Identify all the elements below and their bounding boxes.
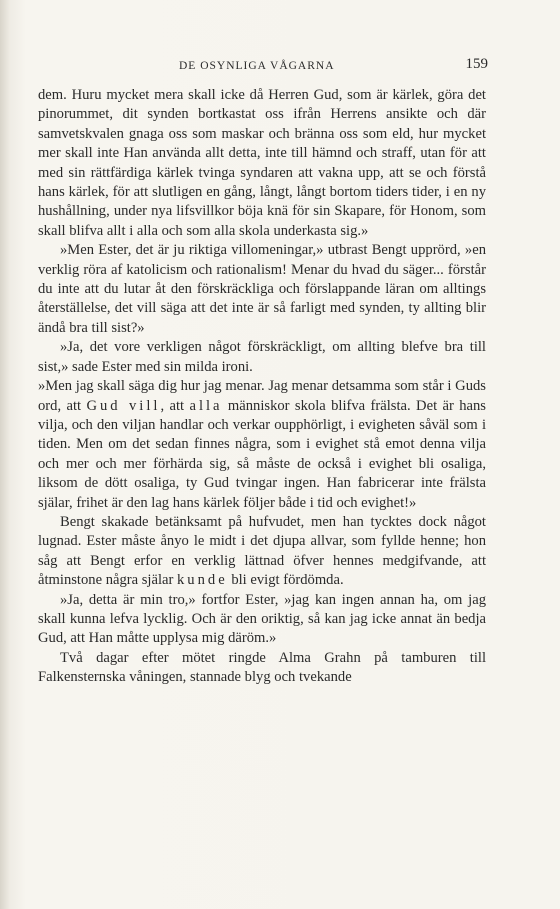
paragraph-text: dem. Huru mycket mera skall icke då Herren Gud, som är kärlek, göra det pinorummet, dit synden bortkastat oss ifrån Herrens ansikte och där samvetskvalen gnaga oss som maskar och bränna oss som eld, hur mycket mer skall inte Han använda allt detta, inte till hämnd och straff, utan för att med sin rättfärdiga kärlek tvinga syndaren att vakna upp, att se och förstå hans kärlek, för att slutligen en gång, långt, långt bortom tiders tider, i en ny hushållning, under nya lifsvillkor böja knä för sin Skapare, för Honom, som skall blifva allt i alla och som alla skola underkasta sig.»	[38, 87, 486, 239]
paragraph	[38, 338, 486, 377]
paragraph	[38, 86, 486, 241]
paragraph	[38, 591, 486, 649]
body-text	[38, 86, 486, 688]
running-header	[34, 56, 488, 76]
paragraph	[38, 377, 486, 513]
page-number: 159	[465, 56, 488, 72]
paragraph-text: Två dagar efter mötet ringde Alma Grahn på tamburen till Falkensternska våningen, stannade blyg och tvekande	[38, 649, 486, 686]
paragraph	[38, 513, 486, 591]
paragraph-text: bli evigt fördömda.	[227, 572, 344, 589]
running-title: DE OSYNLIGA VÅGARNA	[179, 60, 335, 72]
page-spine-shadow	[0, 0, 10, 909]
paragraph-text: Bengt skakade betänksamt på hufvudet, men han tycktes dock något lugnad. Ester måste ånyo le midt i det djupa allvar, som fyllde henne; hon såg att Bengt erfor en verklig lättnad öfver hennes medgifvande, att åtminstone några själar	[38, 513, 486, 589]
spaced-emphasis: Gud vill	[86, 397, 161, 414]
paragraph	[38, 241, 486, 338]
paragraph	[38, 649, 486, 688]
spaced-emphasis: alla	[189, 397, 223, 414]
paragraph-text: »Ja, det vore verkligen något förskräckligt, om allting blefve bra till sist,» sade Ester med sin milda ironi.	[38, 339, 486, 375]
paragraph-text: människor skola blifva frälsta. Det är hans vilja, och den viljan handlar och verkar oupphörligt, i evigheten såväl som i tiden. Men om det sedan finnes några, som i evighet stå emot denna vilja och mer och mer förhärda sig, så måste de också i evighet bli osaliga, liksom de dött osaliga, ty Gud tvingar ingen. Han fabricerar inte frälsta själar, frihet är den lag hans kärlek följer både i tid och evighet!»	[38, 397, 486, 511]
paragraph-text: »Ja, detta är min tro,» fortfor Ester, »jag kan ingen annan ha, om jag skall kunna lefva lycklig. Och är den oriktig, så kan jag icke annat än bedja Gud, att Han måtte upplysa mig däröm.»	[38, 591, 486, 647]
paragraph-text: »Men Ester, det är ju riktiga villomeningar,» utbrast Bengt upprörd, »en verklig röra af katolicism och rationalism! Menar du hvad du säger... förstår du inte att du lutar åt den förskräckliga och förslappande läran om alltings återställelse, det vill säga att det inte är så farligt med synden, ty allting blir ändå bra till sist?»	[38, 242, 486, 336]
paragraph-text: »Men jag skall säga dig hur jag menar. Jag menar detsamma som står i Guds ord, att	[38, 378, 486, 414]
paragraph-text: , att	[160, 397, 190, 414]
spaced-emphasis: kunde	[177, 572, 228, 589]
